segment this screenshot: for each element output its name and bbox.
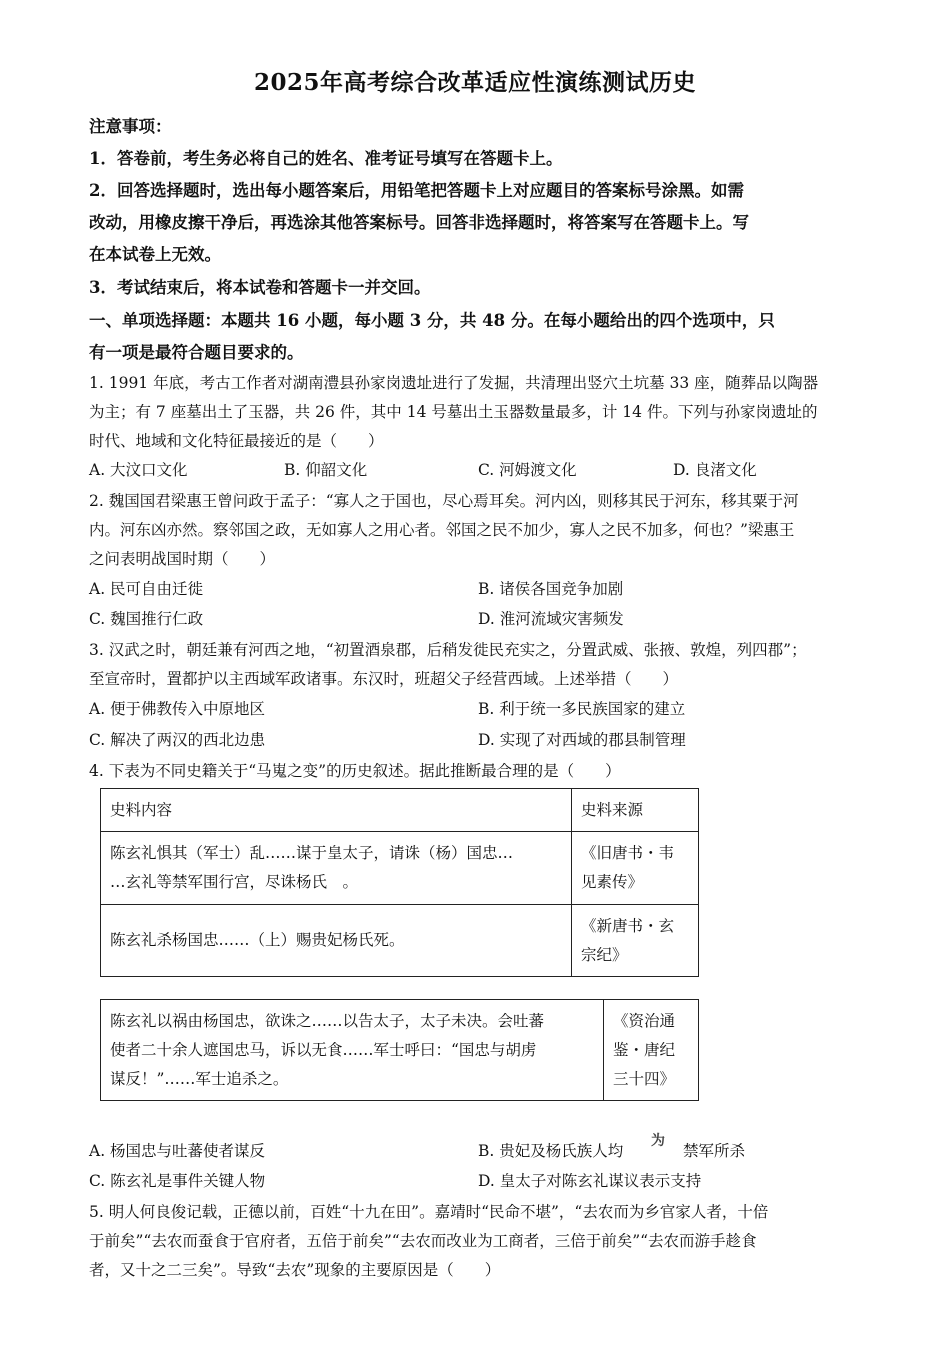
row3-content-line-1: 陈玄礼以祸由杨国忠，欲诛之……以告太子，太子未决。会吐蕃 [110, 1011, 545, 1030]
table-row [101, 905, 699, 977]
q1-option-c[interactable]: C. 河姆渡文化 [478, 461, 577, 479]
table-row [101, 832, 699, 905]
row2-content-cell [101, 905, 572, 977]
q4-option-d[interactable]: D. 皇太子对陈玄礼谋议表示支持 [478, 1172, 702, 1190]
row2-source-line-2: 宗纪》 [581, 945, 628, 964]
row1-source-line-1: 《旧唐书・韦 [581, 844, 675, 862]
header-source-cell [572, 789, 699, 832]
q5-stem-line-2: 于前矣”“去农而蚕食于官府者，五倍于前矣”“去农而改业为工商者，三倍于前矣”“去农而游手趁食 [89, 1232, 757, 1250]
row1-source-cell [572, 832, 699, 905]
row1-source-line-2: 见素传》 [581, 873, 644, 891]
header-source: 史料来源 [581, 800, 644, 819]
table-header-row [101, 789, 699, 832]
row2-source-line-1: 《新唐书・玄 [581, 916, 675, 935]
row3-source-cell [604, 1000, 699, 1101]
q3-option-b[interactable]: B. 利于统一多民族国家的建立 [478, 700, 686, 718]
q2-option-c[interactable]: C. 魏国推行仁政 [89, 610, 204, 628]
q2-stem-line-2: 内。河东凶亦然。察邻国之政，无如寡人之用心者。邻国之民不加少，寡人之民不加多，何也？”梁惠王 [89, 521, 795, 539]
q3-option-d[interactable]: D. 实现了对西域的郡县制管理 [478, 731, 686, 749]
row2-source-cell [572, 905, 699, 977]
notice-item-1: 1．答卷前，考生务必将自己的姓名、准考证号填写在答题卡上。 [89, 149, 563, 168]
source-table-bottom [100, 999, 699, 1101]
q3-stem-line-2: 至宣帝时，置都护以主西域军政诸事。东汉时，班超父子经营西域。上述举措（ ） [89, 670, 679, 688]
row2-content: 陈玄礼杀杨国忠……（上）赐贵妃杨氏死。 [110, 931, 405, 949]
notice-heading: 注意事项： [89, 117, 172, 136]
row3-source-line-2: 鉴・唐纪 [613, 1040, 676, 1059]
q4-option-b-part-2[interactable]: 禁军所杀 [683, 1142, 746, 1160]
q4-option-a[interactable]: A. 杨国忠与吐蕃使者谋反 [89, 1142, 266, 1160]
page-title: 2025年高考综合改革适应性演练测试历史 [253, 69, 696, 96]
row3-content-line-2: 使者二十余人遮国忠马，诉以无食……军士呼曰：“国忠与胡虏 [110, 1040, 537, 1059]
q4-option-b-part-1[interactable]: B. 贵妃及杨氏族人均 [478, 1142, 624, 1160]
q4-option-b-char: 为 [651, 1133, 665, 1149]
q1-stem-line-2: 为主；有 7 座墓出土了玉器，共 26 件，其中 14 号墓出土玉器数量最多，计 14 件。下列与孙家岗遗址的 [89, 403, 818, 421]
row3-content-line-3: 谋反！”……军士追杀之。 [110, 1069, 289, 1088]
q1-option-a[interactable]: A. 大汶口文化 [89, 461, 188, 479]
q1-stem-line-3: 时代、地域和文化特征最接近的是（ ） [89, 432, 384, 450]
q1-option-b[interactable]: B. 仰韶文化 [284, 461, 368, 479]
q3-option-a[interactable]: A. 便于佛教传入中原地区 [89, 700, 266, 718]
notice-item-2-line-2: 改动，用橡皮擦干净后，再选涂其他答案标号。回答非选择题时，将答案写在答题卡上。写 [89, 213, 749, 232]
q1-option-d[interactable]: D. 良渚文化 [673, 461, 757, 479]
notice-item-3: 3．考试结束后，将本试卷和答题卡一并交回。 [89, 278, 431, 297]
q4-option-c[interactable]: C. 陈玄礼是事件关键人物 [89, 1172, 266, 1190]
source-table-top [100, 788, 699, 977]
row1-content-line-2: …玄礼等禁军围行宫，尽诛杨氏 。 [110, 873, 359, 891]
q2-stem-line-1: 2. 魏国国君梁惠王曾问政于孟子：“寡人之于国也，尽心焉耳矣。河内凶，则移其民于河东，移其粟于河 [89, 492, 799, 510]
header-content: 史料内容 [110, 800, 173, 819]
q3-stem-line-1: 3. 汉武之时，朝廷兼有河西之地，“初置酒泉郡，后稍发徙民充实之，分置武威、张掖、敦煌，列四郡”； [89, 641, 807, 659]
q2-option-a[interactable]: A. 民可自由迁徙 [89, 580, 204, 598]
header-content-cell [101, 789, 572, 832]
row3-content-cell [101, 1000, 604, 1101]
section-heading-line-2: 有一项是最符合题目要求的。 [89, 343, 304, 362]
q5-stem-line-3: 者，又十之二三矣”。导致“去农”现象的主要原因是（ ） [89, 1261, 501, 1279]
q2-stem-line-3: 之问表明战国时期（ ） [89, 550, 276, 568]
q1-stem-line-1: 1. 1991 年底，考古工作者对湖南澧县孙家岗遗址进行了发掘，共清理出竖穴土坑墓 33 座，随葬品以陶器 [89, 374, 819, 392]
row1-content-cell [101, 832, 572, 905]
table-row [101, 1000, 699, 1101]
q3-option-c[interactable]: C. 解决了两汉的西北边患 [89, 731, 266, 749]
notice-item-2-line-1: 2．回答选择题时，选出每小题答案后，用铅笔把答题卡上对应题目的答案标号涂黑。如需 [89, 181, 744, 200]
q2-option-d[interactable]: D. 淮河流域灾害频发 [478, 610, 624, 628]
row1-content-line-1: 陈玄礼惧其（军士）乱……谋于皇太子，请诛（杨）国忠… [110, 844, 514, 862]
section-heading-line-1: 一、单项选择题：本题共 16 小题，每小题 3 分，共 48 分。在每小题给出的四个选项中，只 [89, 311, 775, 330]
q5-stem-line-1: 5. 明人何良俊记载，正德以前，百姓“十九在田”。嘉靖时“民命不堪”，“去农而为乡官家人者，十倍 [89, 1203, 769, 1221]
q2-option-b[interactable]: B. 诸侯各国竞争加剧 [478, 580, 624, 598]
row3-source-line-3: 三十四》 [613, 1069, 676, 1088]
row3-source-line-1: 《资治通 [613, 1011, 676, 1030]
notice-item-2-line-3: 在本试卷上无效。 [89, 245, 221, 264]
q4-stem: 4. 下表为不同史籍关于“马嵬之变”的历史叙述。据此推断最合理的是（ ） [89, 762, 621, 780]
